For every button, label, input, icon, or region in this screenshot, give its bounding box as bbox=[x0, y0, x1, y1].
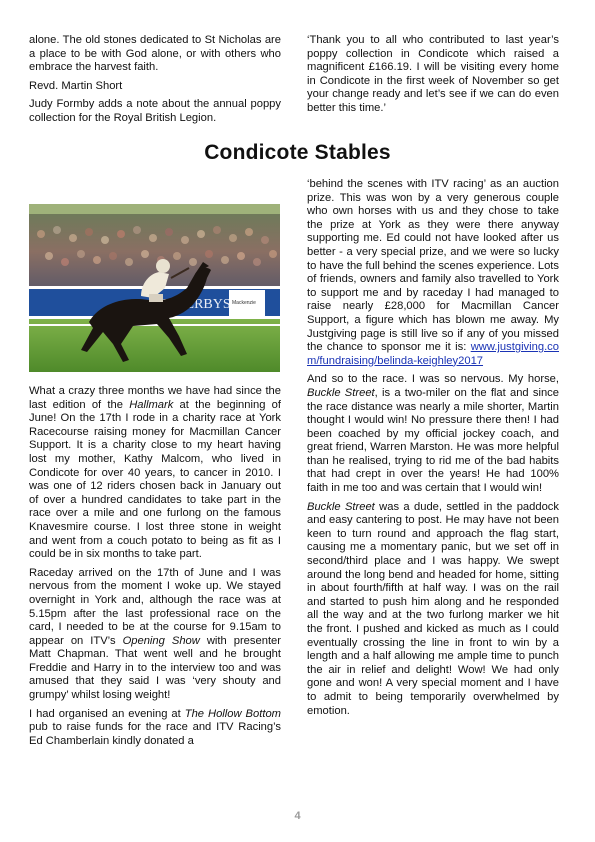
text-run: Raceday arrived on the 17th of June and I was nervous from the moment I woke up. We stayed overnight in York and, although the race was at 5.15pm after the last professional race on the card, I needed to be at the course for 9.15am to appear on ITV’s bbox=[29, 566, 281, 647]
intro-paragraph: alone. The old stones dedicated to St Nicholas are a place to be with God alone, or with others who embrace the harvest faith. bbox=[29, 34, 281, 74]
show-name: Opening Show bbox=[122, 634, 200, 647]
horse-name: Buckle Street bbox=[307, 386, 375, 399]
article-paragraph bbox=[307, 178, 559, 368]
article-paragraph bbox=[307, 501, 559, 719]
intro-left-column bbox=[29, 34, 281, 131]
text-run: was a dude, settled in the paddock and easy cantering to post. He may have not been keen to turn round and approach the flag start, causing me a momentary panic, but we set off in second/third place and I was happy. We swept around the long bend and headed for home, sitting in about fourth/fifth at half way. I was on the rail and started to push him along and he responded all the way and at the two furlong marker we hit the front. I pushed and kicked as much as I could eventually crossing the line in front to win by a length and a half allowing me ample time to punch the air in relief and delight! Wow! We had only gone and won! A very special moment and I have to admit to being temporarily overwhelmed by emotion. bbox=[307, 500, 559, 717]
text-run: , is a two-miler on the flat and since the race distance was nearly a mile shorter, Martin thought I would win! No pressure there then! I had been coached by my official jockey coach, and great friend, Warren Marston. He was more helpful than he realised, trying to rid me of the bad habits that had crept in over the years! He had 100% faith in me too and was certain that I would win! bbox=[307, 386, 559, 495]
article-paragraph bbox=[307, 373, 559, 495]
text-run: ‘behind the scenes with ITV racing’ as an auction prize. This was won by a very generous couple who own horses with us and they chose to take the prize at York as they were there anyway supporting me. Ed could not have looked after us better - a very special prize, and we were so lucky to have the full behind the scenes experience. Lots of friends, owners and family also travelled to York to support me and by raceday I had managed to raise nearly £28,000 for Macmillan Cancer Support, a figure which has blown me away. My Justgiving page is still live so if any of you missed the chance to sponsor me it is: bbox=[307, 178, 559, 354]
text-run: with presenter Matt Chapman. That went well and he brought Freddie and Harry in to the interview too and was amused that they said I was ‘very shouty and grumpy’ whilst losing weight! bbox=[29, 634, 281, 702]
text-run: I had organised an evening at bbox=[29, 707, 185, 720]
post-sign-text: Mackenzie bbox=[232, 300, 256, 306]
magazine-name: Hallmark bbox=[129, 398, 174, 411]
racehorse-photo bbox=[29, 204, 280, 372]
horse-name: Buckle Street bbox=[307, 500, 375, 513]
intro-paragraph: Judy Formby adds a note about the annual poppy collection for the Royal British Legion. bbox=[29, 98, 281, 124]
article-left-column bbox=[29, 385, 281, 753]
intro-right-column bbox=[307, 34, 559, 121]
signature: Revd. Martin Short bbox=[29, 79, 123, 92]
article-paragraph bbox=[29, 708, 281, 749]
poppy-quote: ‘Thank you to all who contributed to last year’s poppy collection in Condicote which raised a magnificent £166.19. I will be visiting every home in Condicote in the first week of November so get your change ready and let’s see if we can do even better this time.’ bbox=[307, 34, 559, 114]
article-right-column bbox=[307, 178, 559, 723]
article-paragraph bbox=[29, 385, 281, 562]
article-paragraph bbox=[29, 567, 281, 703]
pub-name: The Hollow Bottom bbox=[184, 707, 281, 720]
article-title: Condicote Stables bbox=[204, 141, 391, 164]
justgiving-link[interactable]: www.justgiving.com/fundraising/belinda-keighley2017 bbox=[307, 341, 559, 367]
page-number: 4 bbox=[294, 810, 301, 822]
text-run: And so to the race. I was so nervous. My horse, bbox=[307, 373, 559, 386]
text-run: pub to raise funds for the race and ITV Racing’s Ed Chamberlain kindly donated a bbox=[29, 721, 281, 747]
text-run: at the beginning of June! On the 17th I rode in a charity race at York Racecourse raising money for Macmillan Cancer Support. It is a charity close to my heart having lost my mother, Kathy Malcom, who lived in Condicote for over 40 years, to cancer in 2010. I was one of 12 riders chosen back in January out of over a hundred candidates to take part in the race over a mile and one furlong on the famous Knavesmire course. I lost three stone in weight and went from a couch potato to being as fit as I could be in six months to take part. bbox=[29, 398, 281, 561]
text-run: What a crazy three months we have had since the last edition of the bbox=[29, 385, 281, 411]
